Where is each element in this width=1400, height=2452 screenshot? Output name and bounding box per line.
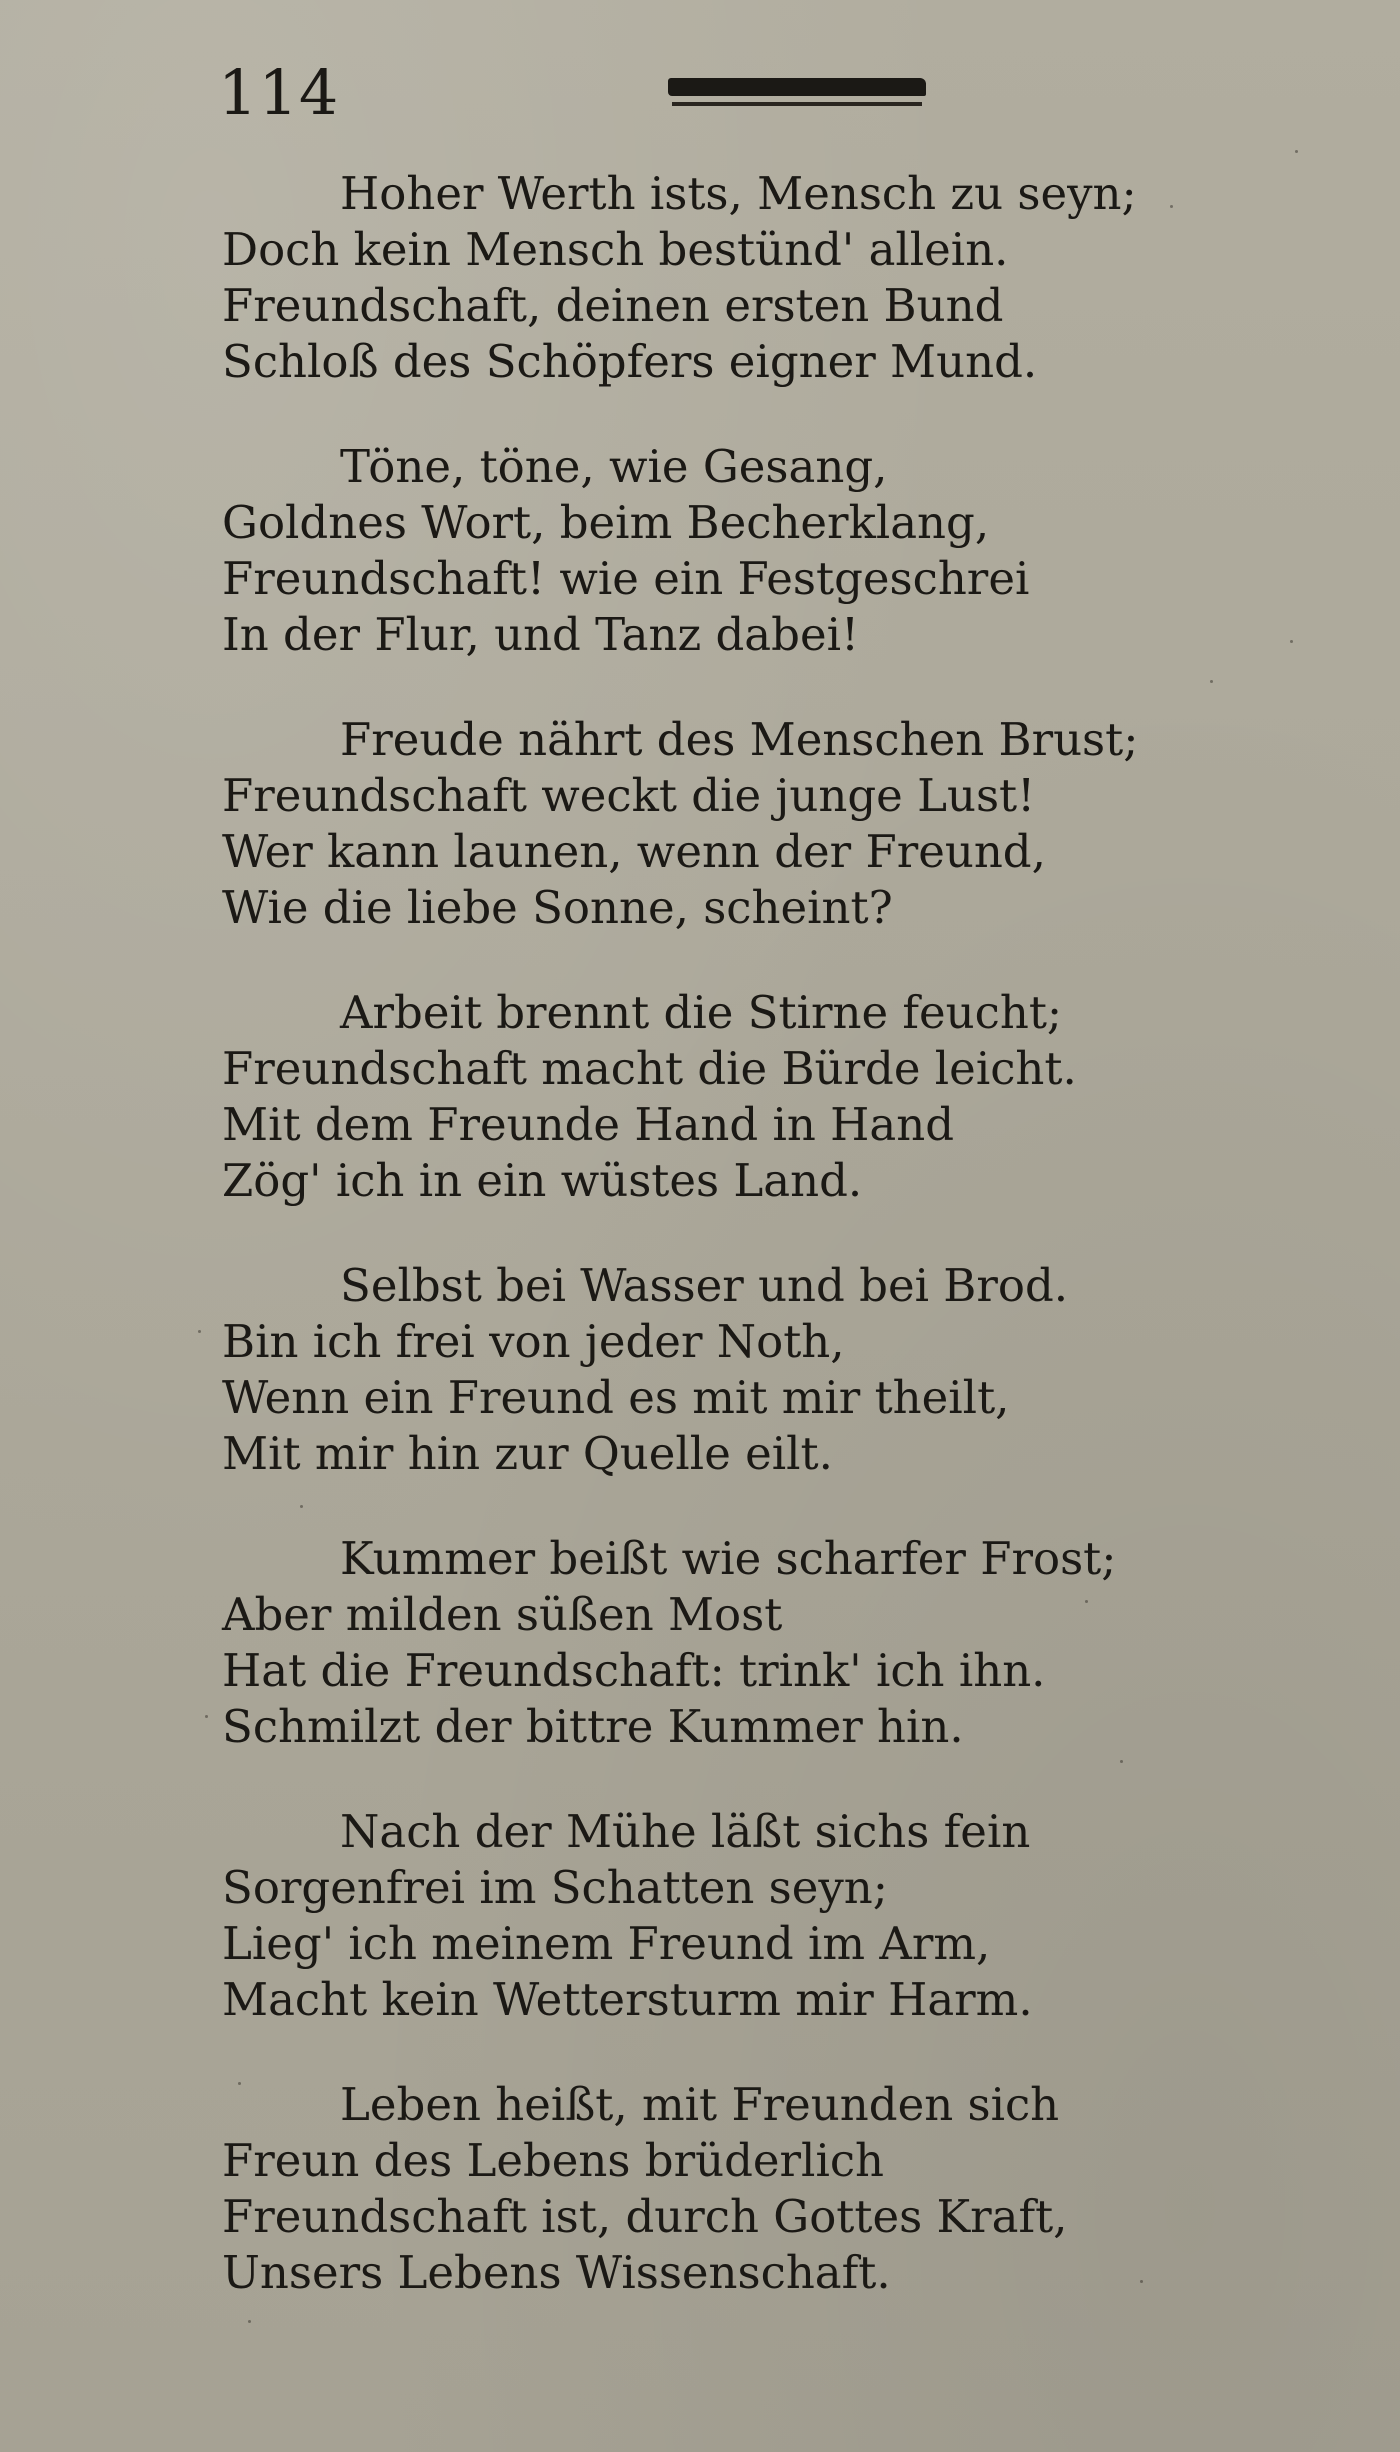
- verse-line: In der Flur, und Tanz dabei!: [222, 608, 860, 661]
- stanza-3: [222, 712, 1222, 936]
- paper-speck: [300, 1505, 303, 1508]
- paper-speck: [1295, 150, 1298, 153]
- verse-line: Freude nährt des Menschen Brust;: [340, 713, 1139, 766]
- stanza-8: [222, 2077, 1222, 2301]
- header-rule: [668, 78, 926, 110]
- verse-line: Wie die liebe Sonne, scheint?: [222, 881, 893, 934]
- stanza-6: [222, 1531, 1222, 1755]
- verse-line: Mit dem Freunde Hand in Hand: [222, 1098, 955, 1151]
- paper-speck: [1120, 1760, 1123, 1763]
- paper-speck: [1290, 640, 1293, 643]
- verse-line: Lieg' ich meinem Freund im Arm,: [222, 1917, 991, 1970]
- stanza-1: [222, 166, 1222, 390]
- stanza-4: [222, 985, 1222, 1209]
- verse-line: Freundschaft ist, durch Gottes Kraft,: [222, 2190, 1068, 2243]
- stanza-2: [222, 439, 1222, 663]
- verse-line: Macht kein Wettersturm mir Harm.: [222, 1973, 1033, 2026]
- stanza-5: [222, 1258, 1222, 1482]
- paper-speck: [205, 1715, 208, 1718]
- verse-line: Wer kann launen, wenn der Freund,: [222, 825, 1046, 878]
- verse-line: Selbst bei Wasser und bei Brod.: [340, 1259, 1069, 1312]
- verse-line: Doch kein Mensch bestünd' allein.: [222, 223, 1009, 276]
- verse-line: Leben heißt, mit Freunden sich: [340, 2078, 1060, 2131]
- paper-speck: [248, 2320, 251, 2323]
- verse-line: Goldnes Wort, beim Becherklang,: [222, 496, 990, 549]
- verse-line: Zög' ich in ein wüstes Land.: [222, 1154, 863, 1207]
- verse-line: Bin ich frei von jeder Noth,: [222, 1315, 845, 1368]
- verse-line: Unsers Lebens Wissenschaft.: [222, 2246, 891, 2299]
- paper-speck: [1210, 680, 1213, 683]
- verse-line: Kummer beißt wie scharfer Frost;: [340, 1532, 1117, 1585]
- verse-line: Nach der Mühe läßt sichs fein: [340, 1805, 1031, 1858]
- verse-line: Hat die Freundschaft: trink' ich ihn.: [222, 1644, 1046, 1697]
- verse-line: Aber milden süßen Most: [222, 1588, 783, 1641]
- header-rule-thick: [668, 78, 926, 96]
- verse-line: Schmilzt der bittre Kummer hin.: [222, 1700, 964, 1753]
- verse-line: Töne, töne, wie Gesang,: [340, 440, 888, 493]
- verse-line: Hoher Werth ists, Mensch zu seyn;: [340, 167, 1137, 220]
- stanza-7: [222, 1804, 1222, 2028]
- verse-line: Freundschaft weckt die junge Lust!: [222, 769, 1036, 822]
- paper-speck: [198, 1330, 201, 1333]
- page-number: 114: [218, 56, 340, 129]
- verse-line: Sorgenfrei im Schatten seyn;: [222, 1861, 888, 1914]
- verse-line: Freundschaft macht die Bürde leicht.: [222, 1042, 1077, 1095]
- verse-line: Freundschaft, deinen ersten Bund: [222, 279, 1004, 332]
- verse-line: Wenn ein Freund es mit mir theilt,: [222, 1371, 1010, 1424]
- header-rule-thin: [672, 102, 922, 106]
- verse-line: Freundschaft! wie ein Festgeschrei: [222, 552, 1030, 605]
- verse-line: Freun des Lebens brüderlich: [222, 2134, 885, 2187]
- verse-line: Mit mir hin zur Quelle eilt.: [222, 1427, 833, 1480]
- verse-line: Schloß des Schöpfers eigner Mund.: [222, 335, 1038, 388]
- verse-line: Arbeit brennt die Stirne feucht;: [340, 986, 1063, 1039]
